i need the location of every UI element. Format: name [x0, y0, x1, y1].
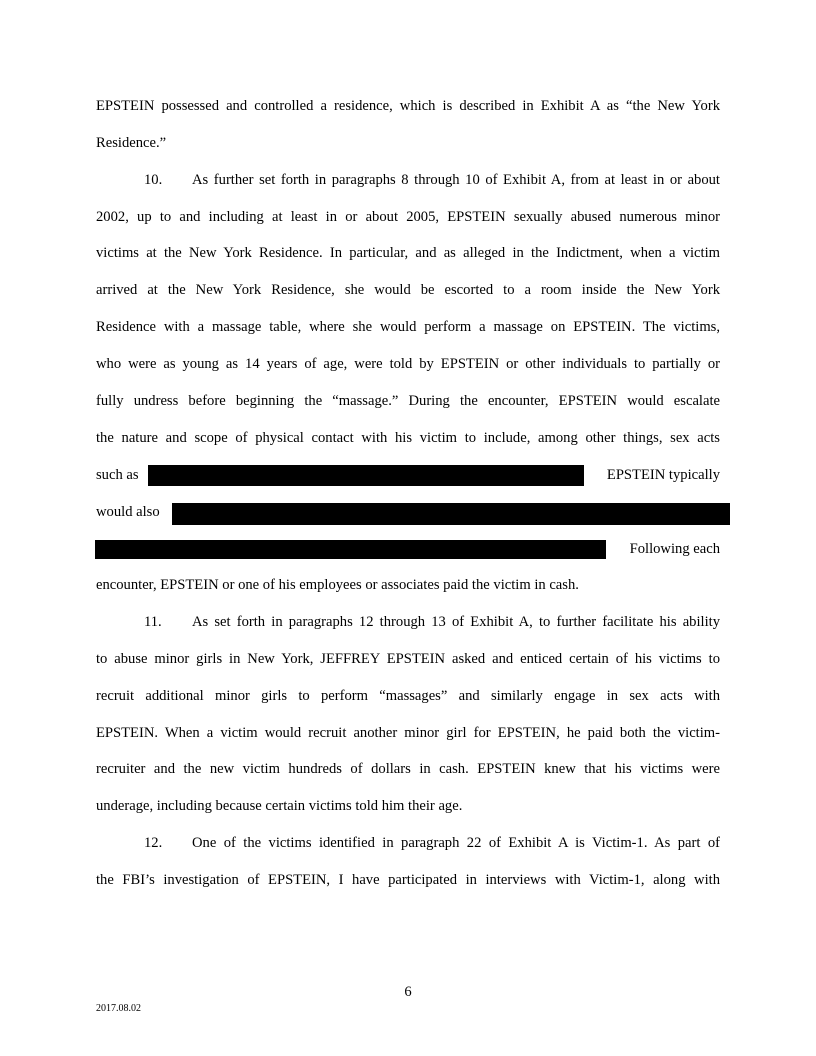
- paragraph-number: 10.: [144, 172, 163, 188]
- text-line: victims at the New York Residence. In particular, and as alleged in the Indictment, when a victim: [96, 245, 720, 261]
- paragraph-12-first-line: [144, 833, 720, 853]
- text-fragment: such as: [96, 467, 139, 483]
- paragraph-10-first-line: [144, 170, 720, 190]
- text-line: encounter, EPSTEIN or one of his employees or associates paid the victim in cash.: [96, 577, 579, 593]
- text-fragment: EPSTEIN typically: [606, 467, 720, 483]
- text-line: who were as young as 14 years of age, were told by EPSTEIN or other individuals to partially or: [96, 356, 720, 372]
- text-line: One of the victims identified in paragraph 22 of Exhibit A is Victim-1. As part of: [192, 835, 720, 851]
- text-line: to abuse minor girls in New York, JEFFREY EPSTEIN asked and enticed certain of his victims to: [96, 651, 720, 667]
- text-fragment: would also: [96, 504, 160, 520]
- footer-date: 2017.08.02: [96, 1003, 141, 1014]
- text-line: As further set forth in paragraphs 8 through 10 of Exhibit A, from at least in or about: [192, 172, 720, 188]
- redaction-box: [148, 465, 584, 486]
- text-line: EPSTEIN possessed and controlled a residence, which is described in Exhibit A as “the New York: [96, 98, 720, 114]
- text-line: As set forth in paragraphs 12 through 13 of Exhibit A, to further facilitate his ability: [192, 614, 720, 630]
- text-line: fully undress before beginning the “massage.” During the encounter, EPSTEIN would escalate: [96, 393, 720, 409]
- text-line: 2002, up to and including at least in or about 2005, EPSTEIN sexually abused numerous minor: [96, 209, 720, 225]
- paragraph-11-first-line: [144, 612, 720, 632]
- text-line: recruiter and the new victim hundreds of dollars in cash. EPSTEIN knew that his victims were: [96, 761, 720, 777]
- page-number: 6: [404, 984, 412, 1000]
- text-line: arrived at the New York Residence, she would be escorted to a room inside the New York: [96, 282, 720, 298]
- text-line: underage, including because certain victims told him their age.: [96, 798, 463, 814]
- redaction-box: [95, 540, 606, 559]
- paragraph-number: 11.: [144, 614, 162, 630]
- text-line: recruit additional minor girls to perform “massages” and similarly engage in sex acts with: [96, 688, 720, 704]
- text-line: the FBI’s investigation of EPSTEIN, I have participated in interviews with Victim-1, along with: [96, 872, 720, 888]
- text-line: Residence.”: [96, 135, 167, 151]
- text-line: the nature and scope of physical contact with his victim to include, among other things, sex acts: [96, 430, 720, 446]
- text-fragment: Following each: [629, 541, 720, 557]
- text-line: EPSTEIN. When a victim would recruit another minor girl for EPSTEIN, he paid both the victim-: [96, 725, 720, 741]
- redaction-box: [172, 503, 730, 525]
- paragraph-number: 12.: [144, 835, 163, 851]
- text-line: Residence with a massage table, where she would perform a massage on EPSTEIN. The victims,: [96, 319, 720, 335]
